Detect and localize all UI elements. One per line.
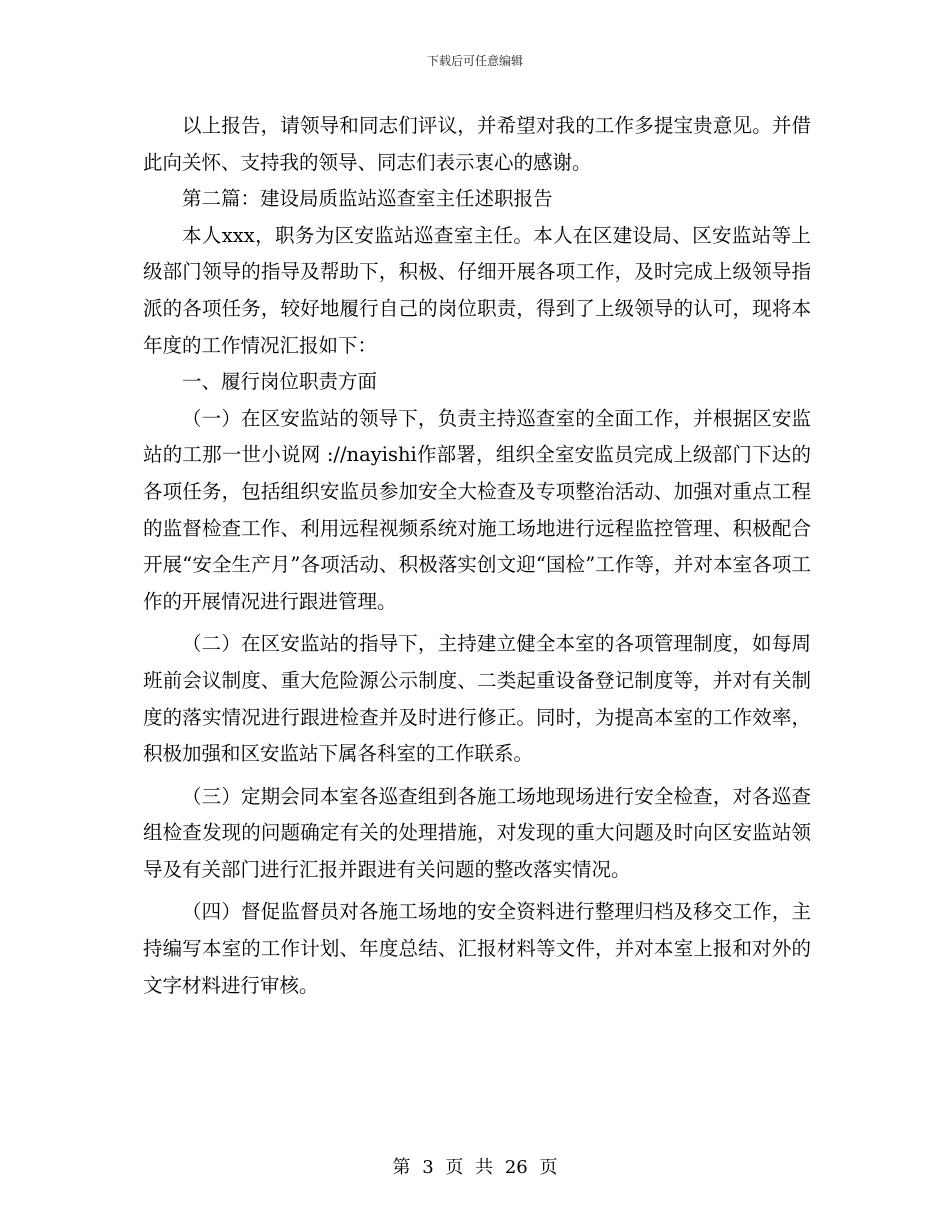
page-number-footer: 第 3 页 共 26 页 <box>392 1157 558 1178</box>
paragraph-heading-duties: 一、履行岗位职责方面 <box>182 370 378 394</box>
paragraph-item-1: （一）在区安监站的领导下，负责主持巡查室的全面工作，并根据区安监站的工那一世小说网 ://nayishi作部署，组织全室安监员完成上级部门下达的各项任务，包括组织安监员参加安全大检查及专项整治活动、加强对重点工程的监督检查工作、利用远程视频系统对施工场地进行远程监控管理、积极配合开展“安全生产月”各项活动、积极落实创文迎“国检”工作等，并对本室各项工作的开展情况进行跟进管理。 <box>143 406 811 613</box>
paragraph-item-3: （三）定期会同本室各巡查组到各施工场地现场进行安全检查，对各巡查组检查发现的问题确定有关的处理措施，对发现的重大问题及时向区安监站领导及有关部门进行汇报并跟进有关问题的整改落实情况。 <box>143 784 811 881</box>
paragraph-section-title: 第二篇：建设局质监站巡查室主任述职报告 <box>182 187 553 211</box>
paragraph-item-2: （二）在区安监站的指导下，主持建立健全本室的各项管理制度，如每周班前会议制度、重大危险源公示制度、二类起重设备登记制度等，并对有关制度的落实情况进行跟进检查并及时进行修正。同时，为提高本室的工作效率，积极加强和区安监站下属各科室的工作联系。 <box>143 632 811 766</box>
paragraph-intro: 本人xxx，职务为区安监站巡查室主任。本人在区建设局、区安监站等上级部门领导的指导及帮助下，积极、仔细开展各项工作，及时完成上级领导指派的各项任务，较好地履行自己的岗位职责，得到了上级领导的认可，现将本年度的工作情况汇报如下： <box>143 223 811 357</box>
page-header-note: 下载后可任意编辑 <box>426 54 523 68</box>
paragraph-closing: 以上报告，请领导和同志们评议，并希望对我的工作多提宝贵意见。并借此向关怀、支持我的领导、同志们表示衷心的感谢。 <box>143 114 811 174</box>
document-body <box>143 108 811 1004</box>
paragraph-item-4: （四）督促监督员对各施工场地的安全资料进行整理归档及移交工作，主持编写本室的工作计划、年度总结、汇报材料等文件，并对本室上报和对外的文字材料进行审核。 <box>143 900 811 997</box>
